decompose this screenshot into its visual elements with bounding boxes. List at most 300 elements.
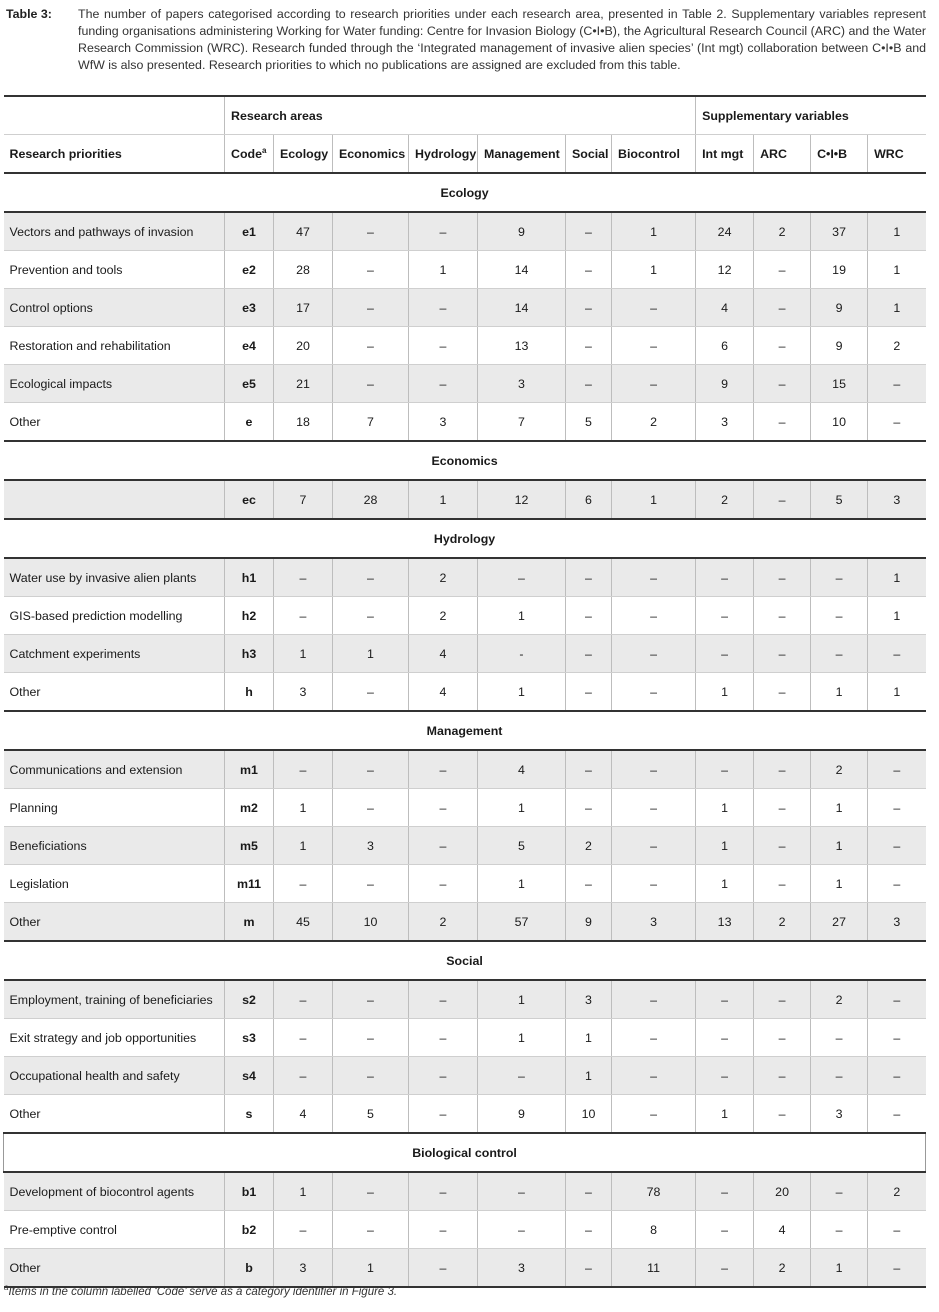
- section-header-economics: [4, 441, 926, 480]
- value-cell: –: [754, 558, 811, 597]
- value-cell: 1: [868, 558, 926, 597]
- priority-cell: Restoration and rehabilitation: [4, 327, 225, 365]
- value-cell: 10: [333, 903, 409, 942]
- value-cell: –: [274, 1019, 333, 1057]
- value-cell: –: [566, 865, 612, 903]
- value-cell: 1: [868, 289, 926, 327]
- value-cell: –: [754, 403, 811, 442]
- value-cell: –: [478, 1211, 566, 1249]
- research-priorities-table: [3, 95, 926, 1288]
- value-cell: 1: [333, 635, 409, 673]
- value-cell: –: [612, 789, 696, 827]
- value-cell: 47: [274, 212, 333, 251]
- value-cell: –: [868, 1057, 926, 1095]
- table-row: [4, 327, 926, 365]
- priority-cell: Other: [4, 903, 225, 942]
- value-cell: 3: [868, 903, 926, 942]
- value-cell: 1: [478, 980, 566, 1019]
- value-cell: –: [274, 1057, 333, 1095]
- value-cell: –: [566, 789, 612, 827]
- code-cell: h3: [225, 635, 274, 673]
- priority-cell: Beneficiations: [4, 827, 225, 865]
- value-cell: 2: [811, 750, 868, 789]
- value-cell: –: [274, 597, 333, 635]
- value-cell: –: [333, 1172, 409, 1211]
- code-cell: s2: [225, 980, 274, 1019]
- value-cell: 17: [274, 289, 333, 327]
- col-economics: Economics: [333, 135, 409, 174]
- value-cell: 9: [478, 1095, 566, 1134]
- value-cell: –: [754, 480, 811, 519]
- value-cell: –: [612, 289, 696, 327]
- table-row: [4, 212, 926, 251]
- col-research-priorities: Research priorities: [4, 135, 225, 174]
- code-cell: e2: [225, 251, 274, 289]
- value-cell: 6: [566, 480, 612, 519]
- col-social: Social: [566, 135, 612, 174]
- priority-cell: Communications and extension: [4, 750, 225, 789]
- value-cell: 1: [274, 827, 333, 865]
- table-row: [4, 1249, 926, 1288]
- value-cell: –: [478, 1057, 566, 1095]
- value-cell: 7: [274, 480, 333, 519]
- value-cell: –: [696, 980, 754, 1019]
- table-row: [4, 980, 926, 1019]
- value-cell: 19: [811, 251, 868, 289]
- value-cell: –: [868, 1249, 926, 1288]
- value-cell: 3: [274, 673, 333, 712]
- value-cell: 13: [696, 903, 754, 942]
- code-cell: s4: [225, 1057, 274, 1095]
- value-cell: 2: [409, 597, 478, 635]
- value-cell: –: [696, 635, 754, 673]
- value-cell: 1: [811, 1249, 868, 1288]
- table-row: [4, 289, 926, 327]
- value-cell: 6: [696, 327, 754, 365]
- value-cell: –: [612, 827, 696, 865]
- value-cell: 13: [478, 327, 566, 365]
- value-cell: –: [754, 1095, 811, 1134]
- value-cell: 12: [696, 251, 754, 289]
- value-cell: 4: [754, 1211, 811, 1249]
- value-cell: –: [409, 1249, 478, 1288]
- value-cell: 18: [274, 403, 333, 442]
- priority-cell: Catchment experiments: [4, 635, 225, 673]
- table-row: [4, 1172, 926, 1211]
- value-cell: –: [333, 980, 409, 1019]
- value-cell: –: [612, 597, 696, 635]
- group-research-areas: Research areas: [225, 96, 696, 135]
- code-cell: m1: [225, 750, 274, 789]
- value-cell: –: [811, 635, 868, 673]
- value-cell: –: [612, 1057, 696, 1095]
- section-header-biological-control: [4, 1133, 926, 1172]
- value-cell: –: [409, 980, 478, 1019]
- value-cell: –: [333, 750, 409, 789]
- value-cell: 2: [409, 903, 478, 942]
- value-cell: 10: [566, 1095, 612, 1134]
- value-cell: 5: [811, 480, 868, 519]
- value-cell: 4: [409, 635, 478, 673]
- code-cell: e5: [225, 365, 274, 403]
- value-cell: 24: [696, 212, 754, 251]
- col-management: Management: [478, 135, 566, 174]
- value-cell: 1: [274, 1172, 333, 1211]
- value-cell: –: [612, 865, 696, 903]
- value-cell: –: [868, 1095, 926, 1134]
- code-cell: b: [225, 1249, 274, 1288]
- code-cell: h2: [225, 597, 274, 635]
- value-cell: 3: [612, 903, 696, 942]
- value-cell: –: [754, 597, 811, 635]
- value-cell: 57: [478, 903, 566, 942]
- value-cell: –: [696, 1172, 754, 1211]
- section-title: Economics: [4, 441, 926, 480]
- code-cell: ec: [225, 480, 274, 519]
- value-cell: 1: [274, 789, 333, 827]
- value-cell: –: [566, 327, 612, 365]
- code-cell: m: [225, 903, 274, 942]
- value-cell: –: [612, 750, 696, 789]
- value-cell: –: [754, 1057, 811, 1095]
- value-cell: –: [478, 1172, 566, 1211]
- priority-cell: Water use by invasive alien plants: [4, 558, 225, 597]
- value-cell: 1: [811, 827, 868, 865]
- value-cell: –: [754, 827, 811, 865]
- value-cell: –: [333, 289, 409, 327]
- code-cell: b2: [225, 1211, 274, 1249]
- value-cell: –: [566, 673, 612, 712]
- value-cell: –: [333, 789, 409, 827]
- value-cell: –: [868, 865, 926, 903]
- value-cell: –: [754, 673, 811, 712]
- value-cell: –: [868, 365, 926, 403]
- value-cell: –: [696, 597, 754, 635]
- footnote-text: Items in the column labelled ‘Code’ serve as a category identifier in Figure 3.: [8, 1286, 398, 1298]
- priority-cell: Other: [4, 403, 225, 442]
- priority-cell: Control options: [4, 289, 225, 327]
- value-cell: –: [754, 1019, 811, 1057]
- value-cell: 4: [409, 673, 478, 712]
- value-cell: 2: [612, 403, 696, 442]
- table-footnote: [4, 1283, 398, 1298]
- value-cell: –: [333, 673, 409, 712]
- group-header-row: [4, 96, 926, 135]
- value-cell: –: [566, 289, 612, 327]
- section-title: Ecology: [4, 173, 926, 212]
- table-row: [4, 558, 926, 597]
- value-cell: 4: [696, 289, 754, 327]
- value-cell: 14: [478, 289, 566, 327]
- priority-cell: Prevention and tools: [4, 251, 225, 289]
- value-cell: 1: [478, 1019, 566, 1057]
- section-title: Management: [4, 711, 926, 750]
- value-cell: –: [566, 1249, 612, 1288]
- value-cell: –: [811, 1211, 868, 1249]
- col-ecology: Ecology: [274, 135, 333, 174]
- value-cell: 2: [409, 558, 478, 597]
- col-code-label: Code: [231, 146, 262, 161]
- priority-cell: Other: [4, 673, 225, 712]
- value-cell: –: [754, 789, 811, 827]
- value-cell: –: [612, 1095, 696, 1134]
- value-cell: 3: [333, 827, 409, 865]
- value-cell: 1: [478, 673, 566, 712]
- value-cell: –: [409, 865, 478, 903]
- value-cell: 1: [811, 789, 868, 827]
- value-cell: –: [566, 597, 612, 635]
- value-cell: 4: [478, 750, 566, 789]
- value-cell: –: [566, 251, 612, 289]
- value-cell: 27: [811, 903, 868, 942]
- value-cell: –: [612, 980, 696, 1019]
- value-cell: –: [754, 251, 811, 289]
- value-cell: 3: [696, 403, 754, 442]
- value-cell: 12: [478, 480, 566, 519]
- value-cell: –: [409, 1172, 478, 1211]
- value-cell: 37: [811, 212, 868, 251]
- priority-cell: Legislation: [4, 865, 225, 903]
- value-cell: –: [868, 789, 926, 827]
- value-cell: 1: [409, 480, 478, 519]
- value-cell: –: [868, 635, 926, 673]
- value-cell: 1: [696, 1095, 754, 1134]
- section-title: Biological control: [4, 1133, 926, 1172]
- value-cell: –: [696, 1019, 754, 1057]
- table-row: [4, 480, 926, 519]
- value-cell: –: [696, 1057, 754, 1095]
- value-cell: –: [811, 597, 868, 635]
- value-cell: –: [612, 1019, 696, 1057]
- value-cell: –: [333, 365, 409, 403]
- value-cell: 1: [811, 865, 868, 903]
- value-cell: –: [868, 1211, 926, 1249]
- priority-cell: Planning: [4, 789, 225, 827]
- value-cell: –: [333, 597, 409, 635]
- code-cell: h1: [225, 558, 274, 597]
- value-cell: –: [333, 1057, 409, 1095]
- value-cell: 3: [811, 1095, 868, 1134]
- code-cell: s3: [225, 1019, 274, 1057]
- value-cell: 9: [478, 212, 566, 251]
- col-int-mgt: Int mgt: [696, 135, 754, 174]
- value-cell: 3: [868, 480, 926, 519]
- value-cell: 1: [274, 635, 333, 673]
- section-title: Social: [4, 941, 926, 980]
- value-cell: 1: [409, 251, 478, 289]
- value-cell: –: [696, 1211, 754, 1249]
- table-row: [4, 789, 926, 827]
- empty-header-cell: [4, 96, 225, 135]
- value-cell: -: [478, 635, 566, 673]
- value-cell: 9: [811, 289, 868, 327]
- value-cell: 7: [333, 403, 409, 442]
- value-cell: –: [566, 635, 612, 673]
- value-cell: –: [566, 750, 612, 789]
- table-row: [4, 865, 926, 903]
- code-cell: m11: [225, 865, 274, 903]
- code-cell: m5: [225, 827, 274, 865]
- value-cell: 1: [696, 865, 754, 903]
- priority-cell: Exit strategy and job opportunities: [4, 1019, 225, 1057]
- value-cell: 7: [478, 403, 566, 442]
- value-cell: –: [754, 750, 811, 789]
- value-cell: 1: [811, 673, 868, 712]
- value-cell: –: [333, 1211, 409, 1249]
- table-row: [4, 365, 926, 403]
- code-cell: e4: [225, 327, 274, 365]
- table-row: [4, 1095, 926, 1134]
- priority-cell: GIS-based prediction modelling: [4, 597, 225, 635]
- table-row: [4, 597, 926, 635]
- col-cib: C•I•B: [811, 135, 868, 174]
- value-cell: –: [333, 558, 409, 597]
- value-cell: 3: [478, 1249, 566, 1288]
- value-cell: –: [478, 558, 566, 597]
- value-cell: 3: [478, 365, 566, 403]
- value-cell: –: [409, 1095, 478, 1134]
- value-cell: –: [868, 1019, 926, 1057]
- value-cell: 1: [566, 1057, 612, 1095]
- table-label: Table 3:: [6, 7, 52, 21]
- value-cell: –: [333, 251, 409, 289]
- value-cell: –: [566, 212, 612, 251]
- code-cell: s: [225, 1095, 274, 1134]
- value-cell: –: [754, 289, 811, 327]
- table-row: [4, 750, 926, 789]
- section-header-ecology: [4, 173, 926, 212]
- value-cell: –: [868, 827, 926, 865]
- value-cell: 1: [696, 673, 754, 712]
- value-cell: 2: [566, 827, 612, 865]
- value-cell: 3: [274, 1249, 333, 1288]
- code-cell: b1: [225, 1172, 274, 1211]
- value-cell: 28: [274, 251, 333, 289]
- value-cell: 1: [478, 597, 566, 635]
- priority-cell: Other: [4, 1095, 225, 1134]
- value-cell: 9: [696, 365, 754, 403]
- value-cell: –: [696, 1249, 754, 1288]
- value-cell: 3: [409, 403, 478, 442]
- value-cell: 8: [612, 1211, 696, 1249]
- value-cell: –: [754, 865, 811, 903]
- value-cell: 11: [612, 1249, 696, 1288]
- priority-cell: [4, 480, 225, 519]
- caption-text: The number of papers categorised according to research priorities under each research area, presented in Table 2. Supplementary variables represent funding organisations administering Working for Water funding: Centre for Invasion Biology (C•I•B), the Agricultural Research Council (ARC) and the Water Research Commission (WRC). Research funded through the ‘Integrated management of invasive alien species’ (Int mgt) collaboration between C•I•B and WfW is also presented. Research priorities to which no publications are assigned are excluded from this table.: [78, 7, 926, 72]
- footnote-mark: a: [4, 1283, 9, 1293]
- table-row: [4, 673, 926, 712]
- value-cell: –: [566, 365, 612, 403]
- value-cell: 20: [274, 327, 333, 365]
- value-cell: 3: [566, 980, 612, 1019]
- table-row: [4, 251, 926, 289]
- value-cell: –: [409, 750, 478, 789]
- value-cell: 1: [868, 673, 926, 712]
- section-header-management: [4, 711, 926, 750]
- value-cell: 9: [811, 327, 868, 365]
- value-cell: 1: [696, 789, 754, 827]
- value-cell: –: [811, 1172, 868, 1211]
- value-cell: –: [754, 980, 811, 1019]
- value-cell: 1: [333, 1249, 409, 1288]
- value-cell: 20: [754, 1172, 811, 1211]
- section-header-social: [4, 941, 926, 980]
- value-cell: 2: [754, 1249, 811, 1288]
- priority-cell: Development of biocontrol agents: [4, 1172, 225, 1211]
- value-cell: –: [868, 750, 926, 789]
- value-cell: 15: [811, 365, 868, 403]
- value-cell: 1: [696, 827, 754, 865]
- column-header-row: [4, 135, 926, 174]
- value-cell: –: [868, 980, 926, 1019]
- value-cell: 21: [274, 365, 333, 403]
- value-cell: 2: [754, 212, 811, 251]
- value-cell: –: [409, 827, 478, 865]
- value-cell: 28: [333, 480, 409, 519]
- value-cell: 1: [612, 480, 696, 519]
- value-cell: 1: [478, 789, 566, 827]
- col-hydrology: Hydrology: [409, 135, 478, 174]
- group-supplementary-variables: Supplementary variables: [696, 96, 926, 135]
- value-cell: –: [811, 1019, 868, 1057]
- value-cell: –: [566, 558, 612, 597]
- section-header-hydrology: [4, 519, 926, 558]
- value-cell: –: [274, 558, 333, 597]
- value-cell: –: [274, 750, 333, 789]
- value-cell: –: [696, 558, 754, 597]
- value-cell: 9: [566, 903, 612, 942]
- value-cell: –: [612, 635, 696, 673]
- value-cell: –: [409, 365, 478, 403]
- code-cell: e1: [225, 212, 274, 251]
- table-row: [4, 827, 926, 865]
- value-cell: 10: [811, 403, 868, 442]
- value-cell: 2: [868, 327, 926, 365]
- value-cell: –: [868, 403, 926, 442]
- priority-cell: Employment, training of beneficiaries: [4, 980, 225, 1019]
- section-title: Hydrology: [4, 519, 926, 558]
- value-cell: –: [566, 1211, 612, 1249]
- value-cell: 2: [696, 480, 754, 519]
- table-row: [4, 403, 926, 442]
- col-code-footnote-mark: a: [261, 145, 267, 155]
- value-cell: –: [612, 558, 696, 597]
- value-cell: 45: [274, 903, 333, 942]
- value-cell: –: [333, 327, 409, 365]
- value-cell: 1: [566, 1019, 612, 1057]
- value-cell: –: [409, 289, 478, 327]
- value-cell: –: [409, 1057, 478, 1095]
- value-cell: –: [274, 980, 333, 1019]
- priority-cell: Pre-emptive control: [4, 1211, 225, 1249]
- table-row: [4, 903, 926, 942]
- value-cell: –: [409, 212, 478, 251]
- code-cell: h: [225, 673, 274, 712]
- col-wrc: WRC: [868, 135, 926, 174]
- value-cell: 1: [478, 865, 566, 903]
- value-cell: –: [754, 635, 811, 673]
- col-biocontrol: Biocontrol: [612, 135, 696, 174]
- value-cell: 4: [274, 1095, 333, 1134]
- code-cell: m2: [225, 789, 274, 827]
- value-cell: –: [612, 673, 696, 712]
- table-row: [4, 635, 926, 673]
- value-cell: –: [409, 327, 478, 365]
- priority-cell: Other: [4, 1249, 225, 1288]
- col-arc: ARC: [754, 135, 811, 174]
- value-cell: 1: [868, 597, 926, 635]
- value-cell: 2: [868, 1172, 926, 1211]
